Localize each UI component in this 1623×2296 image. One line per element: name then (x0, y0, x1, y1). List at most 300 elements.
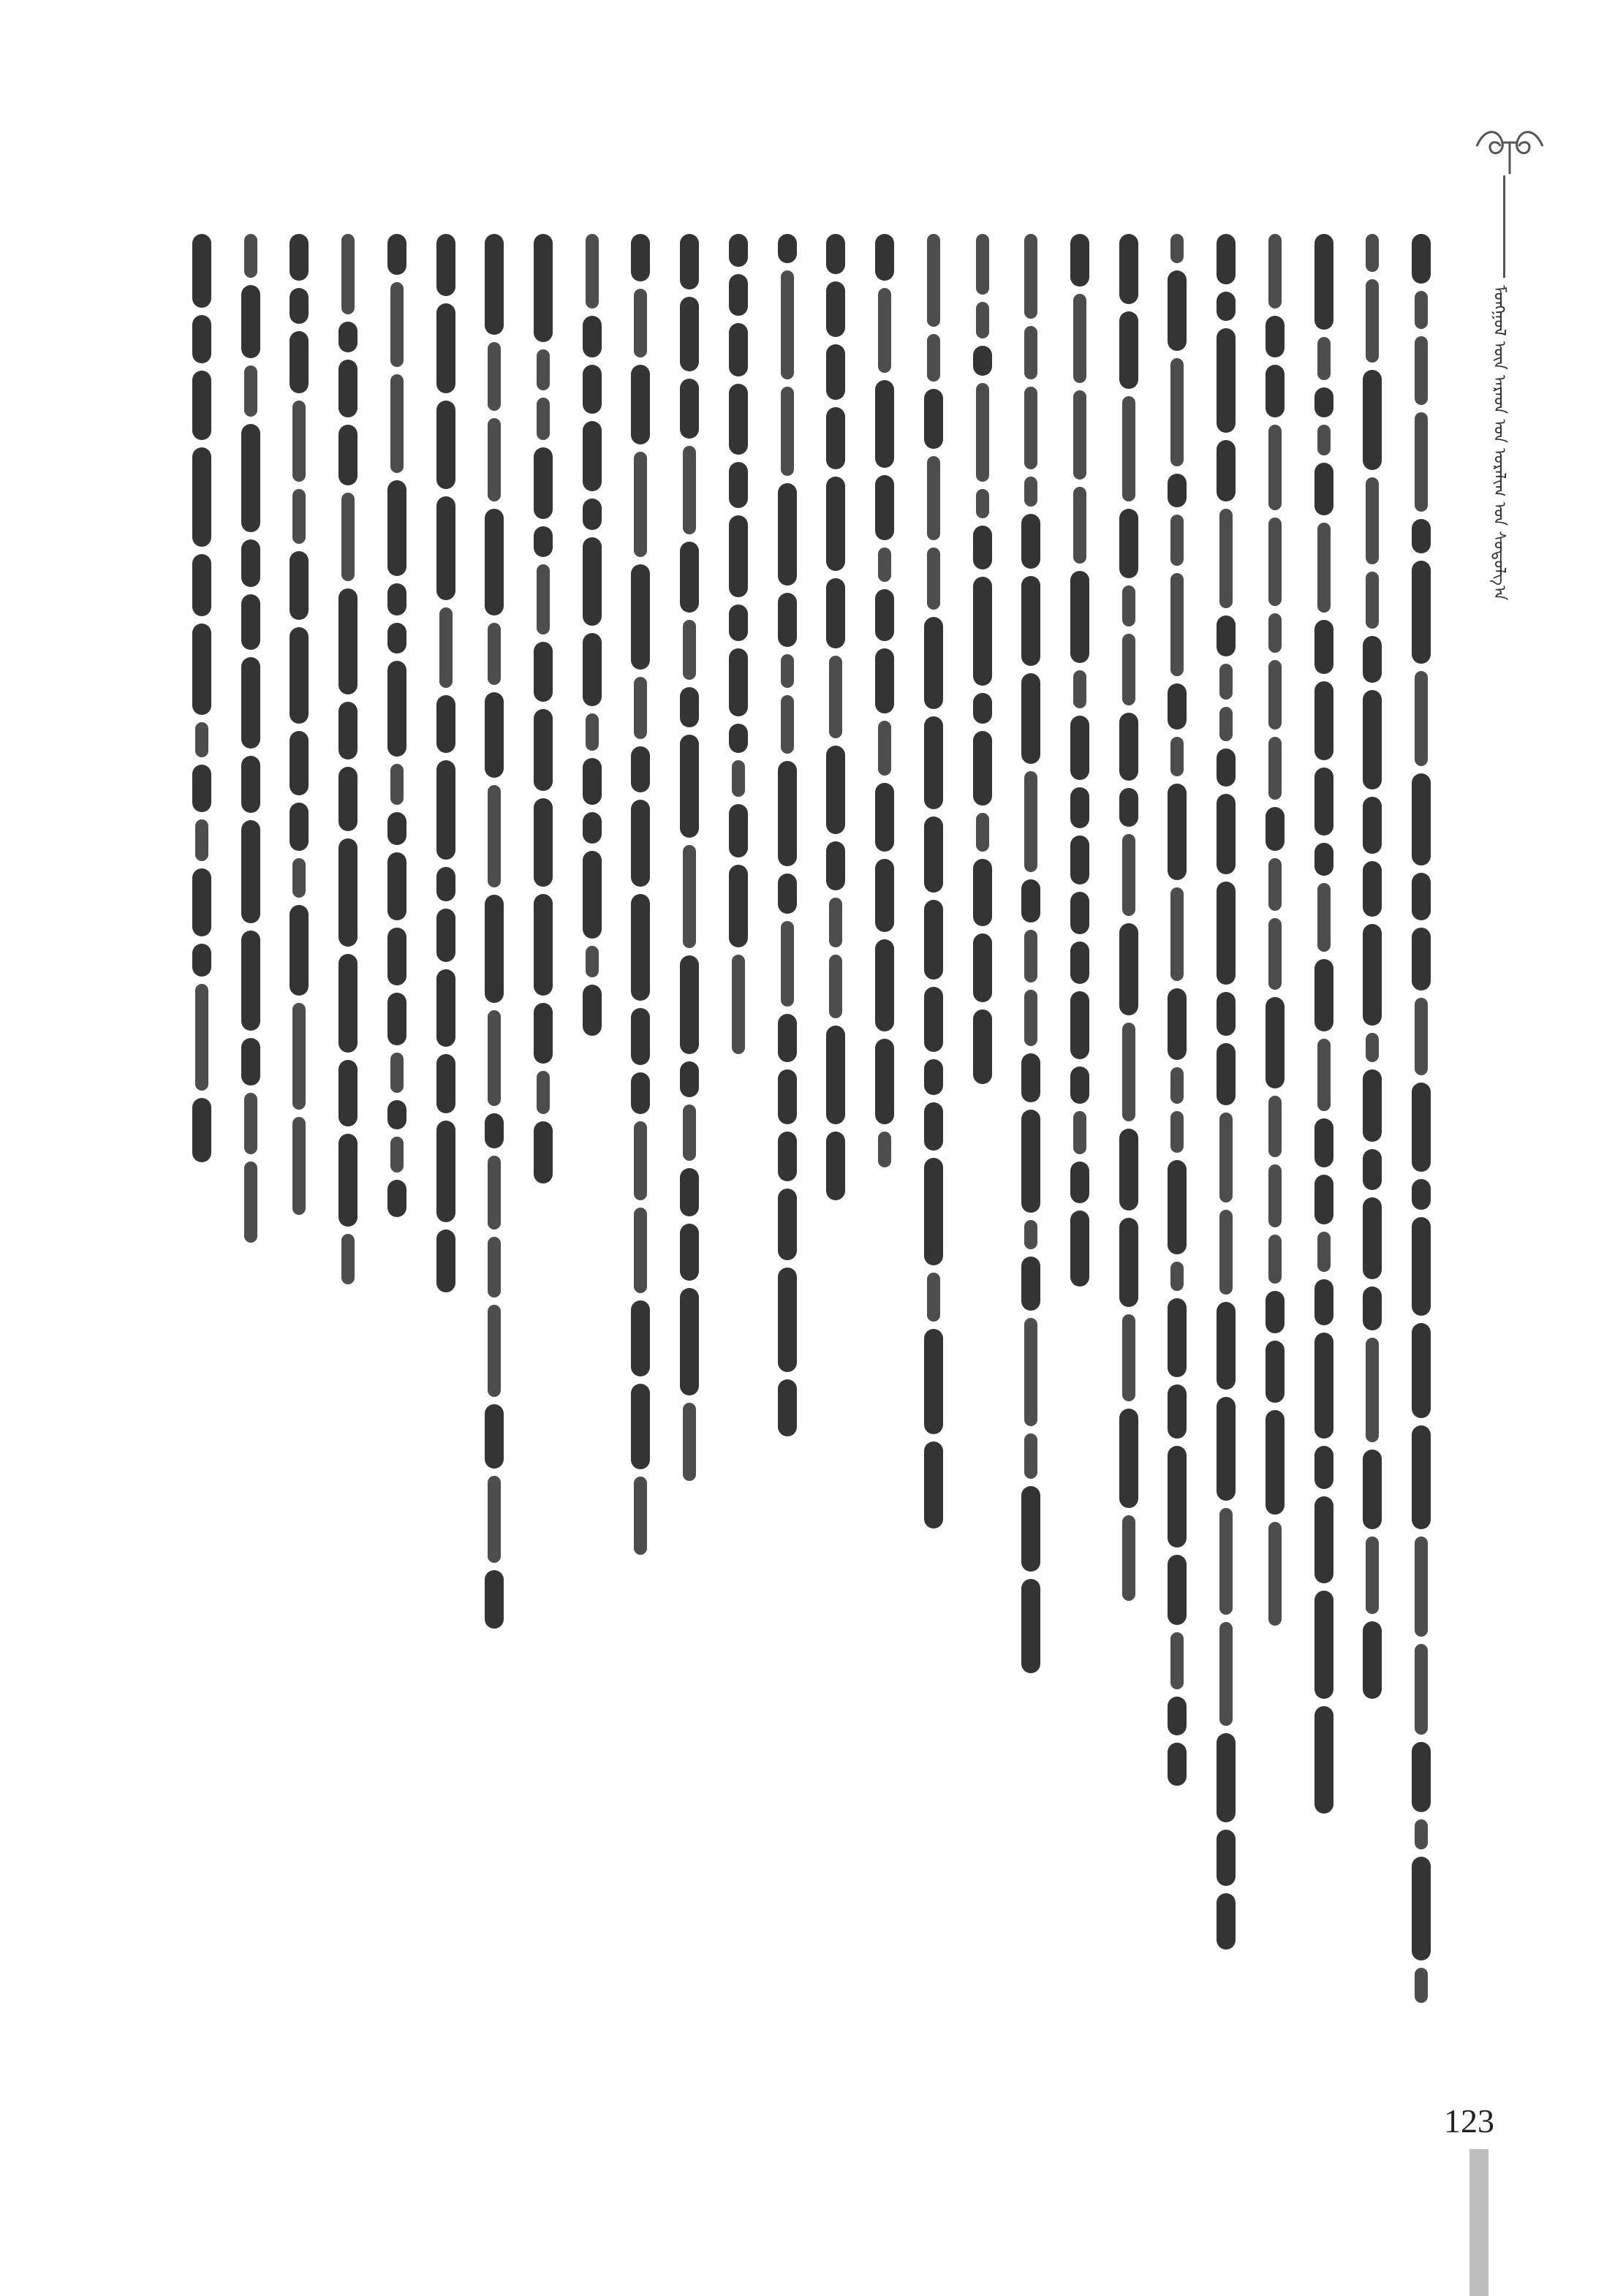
script-word (338, 1060, 357, 1126)
script-word (583, 421, 602, 491)
script-word (387, 928, 406, 985)
script-word (241, 539, 260, 587)
script-word (534, 798, 553, 887)
script-word (778, 1014, 797, 1062)
script-word (976, 234, 989, 295)
script-word (192, 1098, 211, 1162)
script-word (192, 371, 211, 440)
script-word (1268, 234, 1282, 308)
script-word (1363, 690, 1382, 789)
script-word (683, 845, 696, 948)
script-word (927, 548, 940, 610)
script-word (778, 1268, 797, 1372)
script-word (338, 954, 357, 1053)
script-word (387, 993, 406, 1045)
text-line (1158, 234, 1196, 2149)
script-word (1266, 1291, 1285, 1333)
script-word (1070, 716, 1089, 780)
script-word (387, 661, 406, 757)
script-word (973, 526, 992, 569)
script-word (1219, 1508, 1233, 1615)
script-word (1073, 670, 1086, 708)
script-word (1168, 1743, 1187, 1786)
script-word (1122, 834, 1135, 916)
script-word (485, 1404, 504, 1469)
script-word (829, 898, 842, 947)
script-word (826, 841, 845, 890)
script-word (1024, 387, 1037, 469)
script-word (631, 234, 650, 281)
script-word (781, 695, 794, 754)
script-word (878, 1132, 891, 1167)
script-word (924, 716, 943, 809)
script-word (729, 274, 748, 316)
script-word (973, 346, 992, 376)
script-word (1122, 634, 1135, 705)
script-word (826, 578, 845, 648)
script-word (829, 656, 842, 738)
script-word (924, 1158, 943, 1265)
script-word (1314, 463, 1333, 515)
script-word (537, 564, 550, 634)
script-word (631, 800, 650, 887)
script-word (338, 322, 357, 352)
script-word (1412, 928, 1431, 990)
script-word (1024, 990, 1037, 1046)
script-word (875, 475, 894, 540)
script-word (1021, 1579, 1040, 1673)
script-word (729, 515, 748, 597)
script-word (778, 593, 797, 647)
script-word (1168, 1298, 1187, 1377)
script-word (1170, 1262, 1184, 1291)
script-word (488, 1305, 501, 1397)
script-word (680, 297, 699, 371)
script-word (583, 365, 602, 414)
script-word (875, 1039, 894, 1124)
script-word (1266, 807, 1285, 851)
text-line (232, 234, 270, 2149)
script-word (875, 859, 894, 932)
script-word (1412, 1323, 1431, 1418)
script-word (924, 1059, 943, 1095)
script-word (292, 858, 306, 898)
text-line (1305, 234, 1343, 2149)
script-word (1366, 234, 1379, 272)
script-word (1415, 412, 1428, 512)
script-word (1268, 660, 1282, 730)
script-word (1268, 1235, 1282, 1284)
script-word (1266, 997, 1285, 1088)
script-word (1268, 425, 1282, 510)
script-word (924, 617, 943, 709)
script-word (631, 365, 650, 444)
script-word (729, 865, 748, 947)
script-word (1363, 1450, 1382, 1529)
script-word (683, 1105, 696, 1161)
script-word (634, 289, 647, 357)
script-word (1122, 1314, 1135, 1401)
page-edge-bar (1469, 2149, 1488, 2296)
script-word (1314, 1118, 1333, 1167)
script-word (534, 709, 553, 791)
script-word (631, 564, 650, 670)
script-word (1170, 887, 1184, 981)
script-word (924, 1441, 943, 1528)
script-word (436, 1054, 455, 1113)
script-word (1170, 1067, 1184, 1104)
script-word (1217, 292, 1236, 321)
script-word (1314, 1333, 1333, 1439)
script-word (1021, 879, 1040, 922)
text-line (915, 234, 953, 2149)
script-word (534, 894, 553, 996)
script-word (1217, 794, 1236, 874)
script-word (290, 288, 309, 324)
text-line (524, 234, 562, 2149)
script-word (1268, 613, 1282, 653)
script-word (1314, 1446, 1333, 1489)
script-word (439, 607, 453, 688)
script-word (1070, 941, 1089, 984)
script-word (729, 384, 748, 455)
script-word (1217, 440, 1236, 501)
script-word (1412, 1425, 1431, 1529)
script-word (1366, 279, 1379, 363)
script-word (1412, 1742, 1431, 1812)
script-word (387, 583, 406, 615)
script-word (1217, 328, 1236, 433)
script-word (924, 817, 943, 893)
script-word (732, 955, 745, 1054)
script-word (1363, 797, 1382, 854)
script-word (241, 820, 260, 923)
script-word (973, 731, 992, 806)
script-word (1170, 573, 1184, 676)
script-word (341, 234, 355, 314)
script-word (338, 702, 357, 759)
script-word (1070, 1162, 1089, 1203)
script-word (485, 1570, 504, 1629)
script-word (1366, 477, 1379, 564)
script-word (680, 542, 699, 613)
script-word (387, 234, 406, 275)
script-word (1366, 572, 1379, 629)
script-word (1217, 749, 1236, 787)
script-word (1168, 1160, 1187, 1254)
script-word (488, 342, 501, 411)
script-word (1415, 1968, 1428, 2003)
script-word (826, 407, 845, 469)
script-word (778, 234, 797, 263)
script-word (583, 316, 602, 357)
script-word (1070, 787, 1089, 828)
script-word (875, 589, 894, 641)
script-word (1070, 1210, 1089, 1287)
script-word (1122, 1023, 1135, 1121)
script-word (1363, 1287, 1382, 1330)
script-word (1170, 515, 1184, 566)
script-word (1024, 930, 1037, 982)
script-word (680, 1224, 699, 1281)
script-word (1266, 316, 1285, 357)
script-word (1024, 1220, 1037, 1249)
script-word (534, 526, 553, 557)
script-word (1119, 509, 1138, 578)
script-word (1170, 1632, 1184, 1689)
script-word (195, 819, 208, 861)
script-word (631, 1384, 650, 1469)
script-word (1366, 1033, 1379, 1062)
script-word (338, 360, 357, 417)
script-word (1412, 1217, 1431, 1316)
text-line (1061, 234, 1099, 2149)
script-word (244, 365, 257, 417)
script-word (192, 447, 211, 547)
script-word (1219, 1113, 1233, 1202)
script-word (241, 594, 260, 650)
script-word (1168, 1446, 1187, 1547)
script-word (390, 1053, 404, 1093)
text-line (378, 234, 416, 2149)
script-word (878, 288, 891, 373)
script-word (1119, 788, 1138, 827)
script-word (290, 731, 309, 795)
script-word (781, 270, 794, 379)
script-word (1024, 234, 1037, 319)
text-line (329, 234, 367, 2149)
script-word (583, 633, 602, 706)
script-word (485, 692, 504, 778)
script-word (1168, 683, 1187, 730)
script-word (290, 331, 309, 393)
script-word (1415, 291, 1428, 329)
script-word (1268, 1164, 1282, 1227)
script-word (1219, 664, 1233, 700)
script-word (1122, 396, 1135, 501)
script-word (1363, 636, 1382, 683)
script-word (1119, 713, 1138, 781)
script-word (1317, 425, 1331, 455)
script-word (241, 1038, 260, 1086)
script-word (778, 1379, 797, 1436)
script-word (1314, 681, 1333, 760)
script-word (732, 760, 745, 797)
script-word (1217, 992, 1236, 1036)
script-word (976, 489, 989, 518)
script-word (1021, 673, 1040, 764)
text-line (1207, 234, 1245, 2149)
script-word (244, 1093, 257, 1154)
script-word (485, 1113, 504, 1148)
script-word (195, 722, 208, 757)
script-word (683, 620, 696, 680)
script-word (826, 281, 845, 337)
script-word (338, 1134, 357, 1227)
script-word (387, 1100, 406, 1129)
script-word (1170, 234, 1184, 263)
script-word (1119, 1129, 1138, 1210)
script-word (1073, 1111, 1086, 1154)
text-line (1353, 234, 1391, 2149)
script-word (488, 623, 501, 685)
script-word (387, 812, 406, 845)
script-word (1217, 234, 1236, 284)
script-word (826, 746, 845, 834)
script-word (244, 1162, 257, 1243)
script-word (631, 746, 650, 792)
script-word (1363, 1197, 1382, 1279)
script-word (390, 764, 404, 805)
script-word (1363, 370, 1382, 470)
script-word (976, 813, 989, 852)
script-word (583, 985, 602, 1036)
text-line (573, 234, 611, 2149)
script-word (1070, 234, 1089, 287)
script-word (241, 285, 260, 358)
script-word (341, 493, 355, 581)
script-word (680, 1288, 699, 1395)
script-word (192, 315, 211, 363)
page-number: 123 (1444, 2102, 1494, 2140)
script-word (1415, 336, 1428, 405)
script-word (826, 1132, 845, 1200)
script-word (680, 1168, 699, 1216)
script-word (1070, 991, 1089, 1059)
script-word (1073, 390, 1086, 480)
script-word (1268, 858, 1282, 911)
script-word (534, 234, 553, 342)
script-word (1217, 1733, 1236, 1822)
script-word (1314, 387, 1333, 417)
script-word (976, 302, 989, 338)
script-word (924, 987, 943, 1052)
script-word (829, 955, 842, 1018)
script-word (680, 687, 699, 727)
script-word (1415, 1537, 1428, 1637)
script-word (1268, 1096, 1282, 1157)
script-word (924, 389, 943, 449)
script-word (1219, 1210, 1233, 1295)
script-word (631, 1072, 650, 1114)
script-word (778, 1132, 797, 1181)
script-word (387, 623, 406, 653)
script-word (534, 642, 553, 702)
script-word (1268, 1522, 1282, 1626)
script-word (778, 1069, 797, 1124)
text-line (1012, 234, 1050, 2149)
script-word (488, 785, 501, 887)
script-word (1219, 1622, 1233, 1726)
script-word (1412, 1179, 1431, 1210)
script-word (488, 418, 501, 501)
script-word (973, 577, 992, 686)
script-word (485, 234, 504, 335)
script-word (781, 387, 794, 476)
script-word (583, 499, 602, 530)
script-word (1021, 1110, 1040, 1213)
script-word (387, 852, 406, 920)
script-word (436, 234, 455, 296)
script-word (781, 654, 794, 688)
script-word (729, 648, 748, 716)
script-word (192, 624, 211, 715)
script-word (583, 537, 602, 626)
script-word (1266, 1341, 1285, 1403)
script-word (292, 489, 306, 544)
script-word (973, 1009, 992, 1084)
script-word (192, 234, 211, 308)
script-word (680, 955, 699, 1054)
script-word (1217, 1302, 1236, 1390)
script-word (1168, 988, 1187, 1060)
script-word (1168, 474, 1187, 507)
script-word (729, 605, 748, 641)
script-word (1317, 337, 1331, 380)
script-word (485, 895, 504, 1003)
script-word (1412, 234, 1431, 284)
script-word (436, 303, 455, 393)
script-word (634, 452, 647, 557)
script-word (1217, 615, 1236, 656)
script-word (1415, 998, 1428, 1075)
script-word (436, 909, 455, 962)
text-line (280, 234, 318, 2149)
text-line (475, 234, 513, 2149)
script-word (1168, 784, 1187, 880)
text-line (183, 234, 221, 2149)
script-word (436, 1230, 455, 1292)
script-word (1217, 1830, 1236, 1886)
text-line (1110, 234, 1148, 2149)
script-word (680, 735, 699, 838)
script-word (1168, 1384, 1187, 1439)
script-word (924, 1329, 943, 1434)
script-word (631, 1300, 650, 1376)
script-word (1363, 1621, 1382, 1699)
script-word (338, 838, 357, 947)
script-word (292, 1003, 306, 1110)
script-word (1412, 773, 1431, 865)
text-line (866, 234, 904, 2149)
script-word (973, 859, 992, 926)
script-word (875, 380, 894, 468)
script-word (1024, 1318, 1037, 1426)
script-word (1314, 234, 1333, 330)
script-word (1024, 477, 1037, 507)
script-word (778, 761, 797, 866)
script-word (195, 984, 208, 1091)
script-word (778, 483, 797, 586)
script-word (436, 401, 455, 489)
script-word (290, 803, 309, 851)
script-word (1366, 1338, 1379, 1442)
script-word (387, 480, 406, 576)
text-line (427, 234, 465, 2149)
script-word (781, 921, 794, 1007)
script-word (488, 1237, 501, 1297)
script-word (927, 334, 940, 382)
script-word (826, 344, 845, 400)
script-word (1314, 959, 1333, 1031)
text-line (1256, 234, 1294, 2149)
script-word (1168, 270, 1187, 351)
script-word (1073, 294, 1086, 383)
header-rule (1503, 175, 1505, 278)
ornament-icon (1469, 117, 1550, 175)
script-word (1219, 509, 1233, 608)
script-word (1363, 1069, 1382, 1142)
